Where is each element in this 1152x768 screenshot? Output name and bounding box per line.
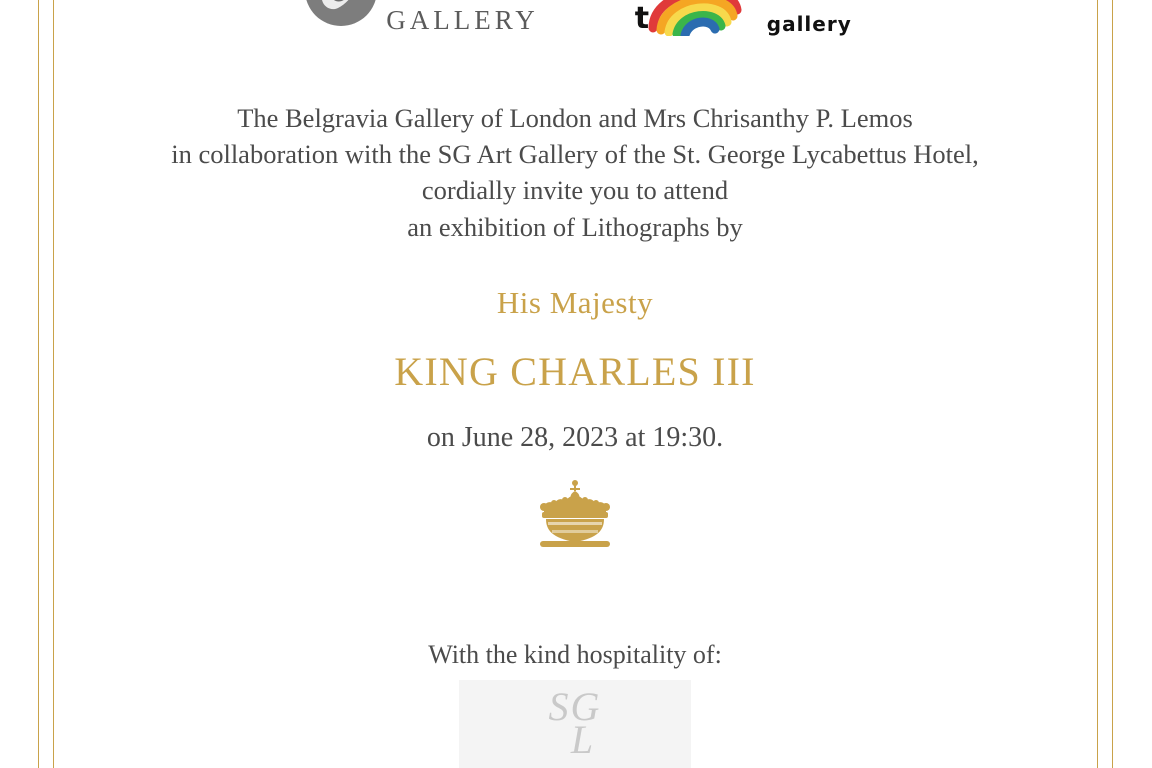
intro-line-2: in collaboration with the SG Art Gallery of the St. George Lycabettus Hotel, (171, 139, 979, 170)
sg-letter-t: t (634, 1, 650, 36)
artist-name: KING CHARLES III (394, 349, 756, 394)
royal-crown-icon (53, 478, 1097, 550)
intro-line-4: an exhibition of Lithographs by (407, 211, 743, 242)
intro-line-3: cordially invite you to attend (421, 175, 729, 206)
border-rule-right-inner (1097, 0, 1098, 768)
invitation-intro (53, 100, 1097, 245)
border-rule-left-outer (38, 0, 39, 768)
honorific-title: His Majesty (496, 285, 654, 320)
hotel-logo (53, 680, 1097, 768)
belgravia-swan-mark-icon (298, 0, 384, 46)
hotel-monogram-line2: L (570, 717, 596, 762)
logo-row (53, 0, 1097, 62)
border-rule-right-outer (1112, 0, 1113, 768)
hotel-monogram (548, 684, 602, 762)
sg-gallery-word: gallery (766, 12, 852, 36)
hotel-logo-box (459, 680, 691, 768)
sg-art-gallery-logo (634, 0, 852, 36)
sg-rainbow-arc-icon (634, 0, 743, 36)
belgravia-gallery-logo (298, 0, 575, 46)
hospitality-label: With the kind hospitality of: (428, 640, 722, 669)
hotel-monogram-line1: SG (548, 684, 602, 730)
belgravia-wordmark-line2: GALLERY (386, 5, 539, 35)
invitation-page (53, 0, 1097, 768)
event-date-time: on June 28, 2023 at 19:30. (426, 422, 724, 453)
belgravia-wordmark (386, 0, 575, 39)
intro-line-1: The Belgravia Gallery of London and Mrs Chrisanthy P. Lemos (237, 103, 913, 133)
